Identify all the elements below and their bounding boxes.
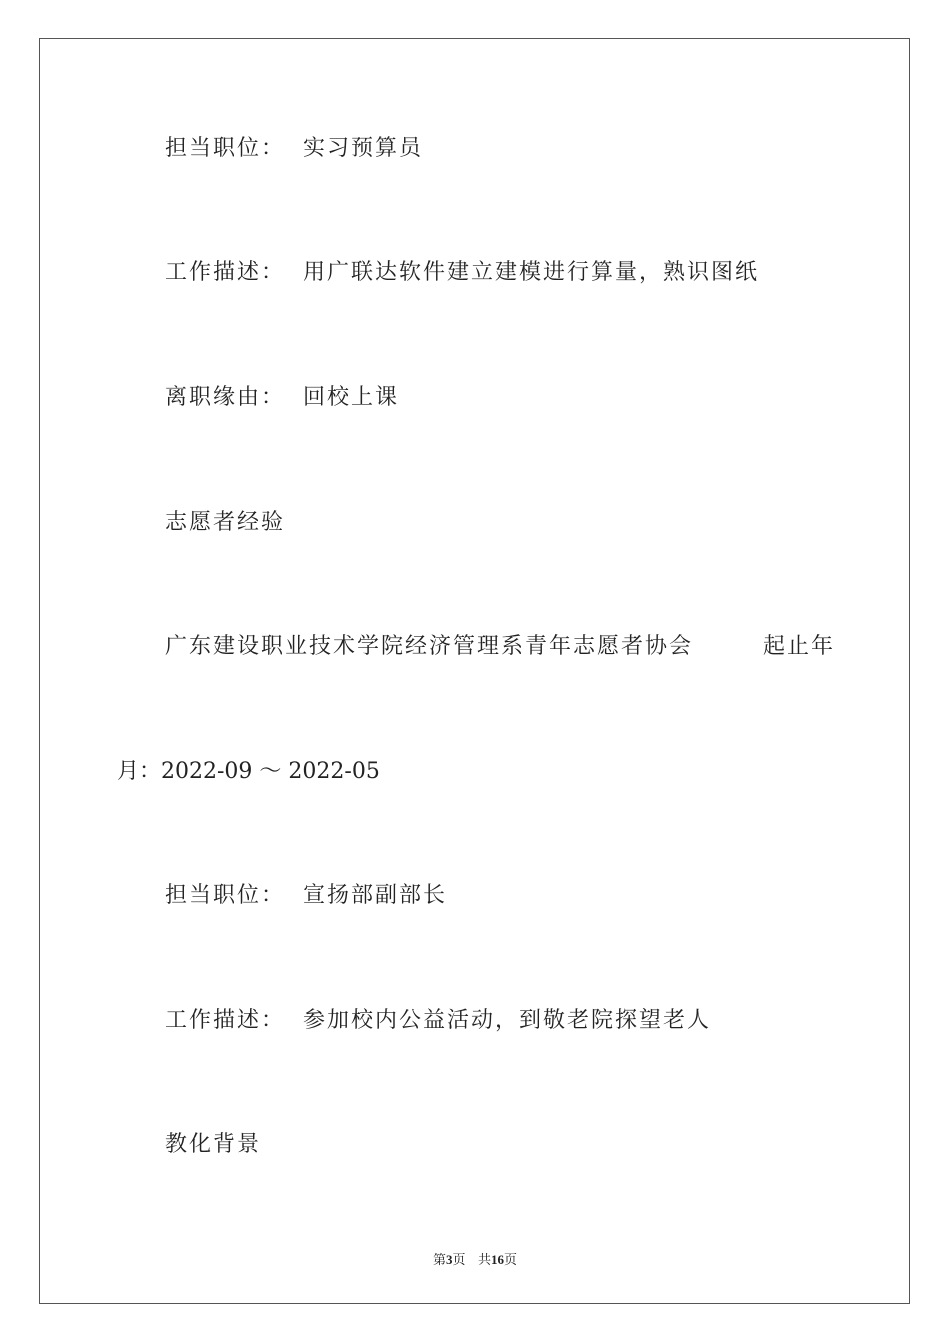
page-footer [0, 1249, 950, 1268]
post-line-2: 担当职位： 宣扬部副部长 [165, 883, 447, 908]
page-border [39, 38, 910, 1304]
footer-prefix: 第 [433, 1253, 447, 1268]
description-line-2: 工作描述： 参加校内公益活动，到敬老院探望老人 [165, 1008, 711, 1033]
post-line-1: 担当职位： 实习预算员 [165, 136, 423, 161]
footer-total-pages: 16 [490, 1252, 504, 1267]
education-heading: 教化背景 [165, 1132, 262, 1157]
footer-mid: 页 共 [452, 1253, 491, 1268]
footer-page-number: 3 [446, 1252, 453, 1267]
description-line-1: 工作描述： 用广联达软件建立建模进行算量，熟识图纸 [165, 260, 759, 285]
period-line: 月：2022-09 ～ 2022-05 [117, 759, 380, 784]
volunteer-heading: 志愿者经验 [165, 510, 286, 535]
organization-line: 广东建设职业技术学院经济管理系青年志愿者协会 [165, 634, 694, 659]
leave-reason-line: 离职缘由： 回校上课 [165, 385, 399, 410]
period-label-head: 起止年 [763, 634, 836, 659]
footer-suffix: 页 [503, 1253, 517, 1268]
